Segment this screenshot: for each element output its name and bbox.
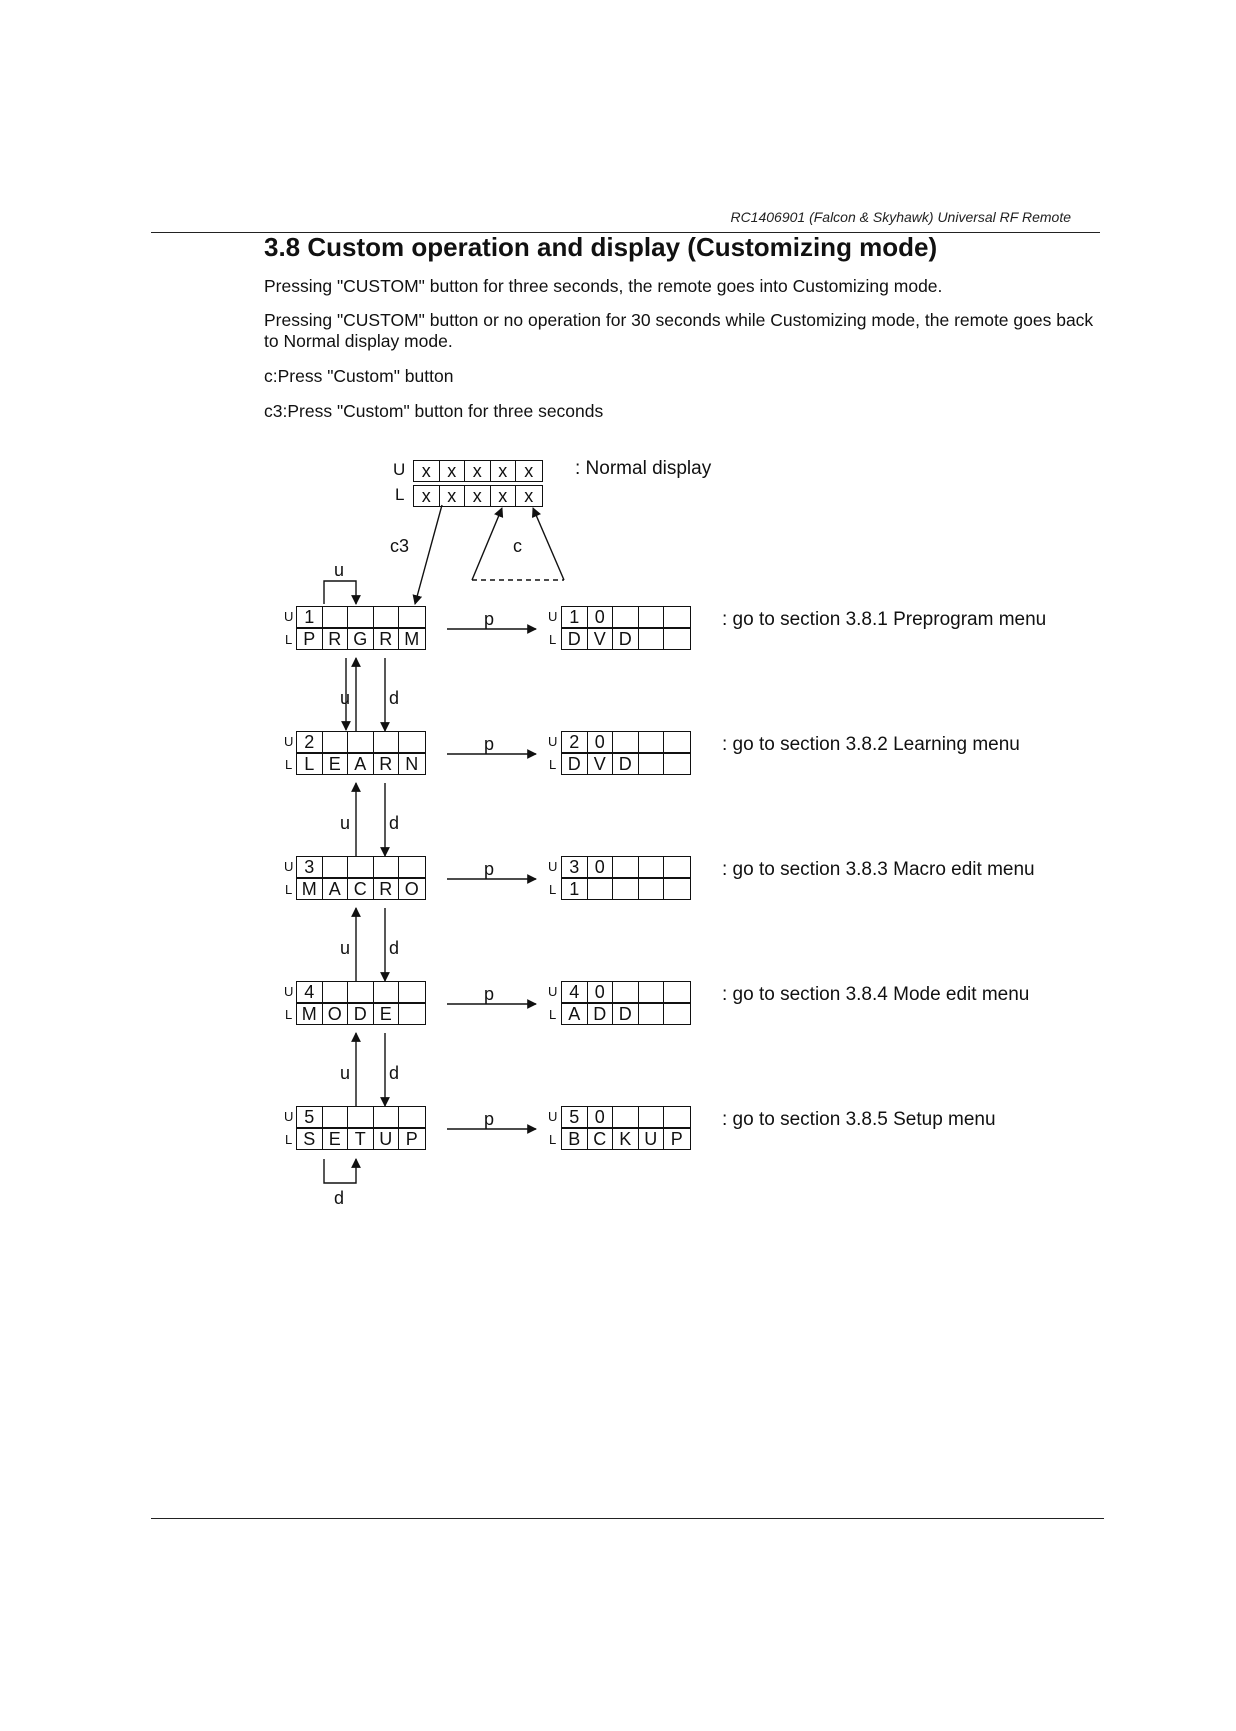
lcd-cell: D xyxy=(613,629,639,649)
menu-1-lower-display xyxy=(296,628,426,650)
label-p-3: p xyxy=(484,859,495,879)
submenu-1-upper-display xyxy=(561,606,691,628)
normal-upper-row-label: U xyxy=(393,460,406,479)
lcd-cell: P xyxy=(297,629,323,649)
lcd-cell: x xyxy=(524,486,534,506)
lcd-cell: R xyxy=(374,629,400,649)
lcd-cell: T xyxy=(348,1129,374,1149)
label-p-2: p xyxy=(484,734,495,754)
menu-5-lower-row-label: L xyxy=(285,1132,293,1147)
label-u-2: u xyxy=(340,813,351,833)
submenu-1-lower-display xyxy=(561,628,691,650)
lcd-cell xyxy=(399,1107,425,1127)
lcd-cell: V xyxy=(588,629,614,649)
lcd-cell xyxy=(664,982,690,1002)
lcd-cell xyxy=(374,857,400,877)
lcd-cell: 4 xyxy=(562,982,588,1002)
lcd-cell xyxy=(639,754,665,774)
lcd-cell xyxy=(323,607,349,627)
menu-3-description: : go to section 3.8.3 Macro edit menu xyxy=(722,859,1035,880)
footer-rule xyxy=(151,1518,1104,1519)
submenu-4-upper-display xyxy=(561,981,691,1003)
arrow-c-left xyxy=(472,508,502,580)
label-u-1: u xyxy=(340,688,351,708)
submenu-4-lower-row-label: L xyxy=(549,1007,557,1022)
lcd-cell: 0 xyxy=(588,607,614,627)
header-doc-id: RC1406901 (Falcon & Skyhawk) Universal RF Remote xyxy=(730,209,1071,225)
submenu-3-upper-row-label: U xyxy=(548,859,558,874)
lcd-cell: M xyxy=(297,879,323,899)
lcd-cell xyxy=(639,879,665,899)
lcd-cell: 0 xyxy=(588,857,614,877)
submenu-1-upper-row-label: U xyxy=(548,609,558,624)
lcd-cell: D xyxy=(348,1004,374,1024)
lcd-cell: D xyxy=(562,754,588,774)
menu-4-lower-display xyxy=(296,1003,426,1025)
lcd-cell: x xyxy=(414,461,440,481)
lcd-cell xyxy=(639,732,665,752)
lcd-cell xyxy=(613,732,639,752)
lcd-cell: x xyxy=(491,486,517,506)
lcd-cell: 4 xyxy=(297,982,323,1002)
submenu-5-upper-row-label: U xyxy=(548,1109,558,1124)
menu-3-lower-display xyxy=(296,878,426,900)
lcd-cell xyxy=(613,857,639,877)
lcd-cell: x xyxy=(491,461,517,481)
label-p-1: p xyxy=(484,609,495,629)
normal-display-caption: : Normal display xyxy=(575,458,712,479)
menu-2-description: : go to section 3.8.2 Learning menu xyxy=(722,734,1020,755)
normal-lower-row-label: L xyxy=(395,485,405,504)
menu-5-lower-display xyxy=(296,1128,426,1150)
lcd-cell: B xyxy=(562,1129,588,1149)
lcd-cell xyxy=(399,982,425,1002)
label-u-4: u xyxy=(340,1063,351,1083)
submenu-3-upper-display xyxy=(561,856,691,878)
menu-5-description: : go to section 3.8.5 Setup menu xyxy=(722,1109,996,1130)
lcd-cell xyxy=(639,857,665,877)
lcd-cell: 2 xyxy=(297,732,323,752)
lcd-cell: S xyxy=(297,1129,323,1149)
lcd-cell xyxy=(374,982,400,1002)
lcd-cell: D xyxy=(562,629,588,649)
lcd-cell: C xyxy=(588,1129,614,1149)
lcd-cell: E xyxy=(323,1129,349,1149)
lcd-cell: 2 xyxy=(562,732,588,752)
lcd-cell xyxy=(588,879,614,899)
lcd-cell: x xyxy=(440,461,466,481)
submenu-1-lower-row-label: L xyxy=(549,632,557,647)
lcd-cell xyxy=(323,857,349,877)
lcd-cell: C xyxy=(348,879,374,899)
menu-5-upper-row-label: U xyxy=(284,1109,294,1124)
lcd-cell: A xyxy=(323,879,349,899)
submenu-2-lower-row-label: L xyxy=(549,757,557,772)
lcd-cell: M xyxy=(297,1004,323,1024)
lcd-cell: D xyxy=(613,754,639,774)
submenu-2-upper-row-label: U xyxy=(548,734,558,749)
lcd-cell: G xyxy=(348,629,374,649)
lcd-cell xyxy=(664,1107,690,1127)
lcd-cell xyxy=(348,1107,374,1127)
label-u-top: u xyxy=(334,560,345,580)
paragraph-legend-c: c:Press "Custom" button xyxy=(264,366,454,386)
menu-3-lower-row-label: L xyxy=(285,882,293,897)
lcd-cell xyxy=(664,879,690,899)
lcd-cell xyxy=(664,732,690,752)
normal-display-lower xyxy=(413,485,543,507)
lcd-cell: P xyxy=(405,1129,418,1149)
normal-display-upper xyxy=(413,460,543,482)
lcd-cell xyxy=(323,732,349,752)
menu-1-upper-display xyxy=(296,606,426,628)
lcd-cell: R xyxy=(374,754,400,774)
lcd-cell: x xyxy=(524,461,534,481)
label-d-4: d xyxy=(389,1063,400,1083)
menu-2-upper-row-label: U xyxy=(284,734,294,749)
lcd-cell: O xyxy=(404,879,419,899)
paragraph-exit-mode: Pressing "CUSTOM" button or no operation for 30 seconds while Customizing mode, the remote goes back to Normal display mode. xyxy=(264,310,1094,351)
lcd-cell: L xyxy=(297,754,323,774)
menu-4-upper-row-label: U xyxy=(284,984,294,999)
lcd-cell: U xyxy=(374,1129,400,1149)
label-c: c xyxy=(513,536,522,556)
submenu-5-lower-display xyxy=(561,1128,691,1150)
lcd-cell xyxy=(639,629,665,649)
label-d-bottom: d xyxy=(334,1188,345,1208)
lcd-cell xyxy=(399,607,425,627)
lcd-cell: 1 xyxy=(562,607,588,627)
menu-1-upper-row-label: U xyxy=(284,609,294,624)
submenu-4-lower-display xyxy=(561,1003,691,1025)
lcd-cell: 3 xyxy=(562,857,588,877)
lcd-cell: x xyxy=(465,486,491,506)
lcd-cell: 0 xyxy=(588,982,614,1002)
lcd-cell xyxy=(664,857,690,877)
lcd-cell xyxy=(664,1004,690,1024)
lcd-cell: 1 xyxy=(562,879,588,899)
lcd-cell xyxy=(323,982,349,1002)
lcd-cell: 5 xyxy=(297,1107,323,1127)
lcd-cell xyxy=(399,857,425,877)
lcd-cell xyxy=(639,982,665,1002)
label-p-5: p xyxy=(484,1109,495,1129)
lcd-cell xyxy=(399,732,425,752)
lcd-cell xyxy=(639,607,665,627)
menu-3-upper-row-label: U xyxy=(284,859,294,874)
lcd-cell: M xyxy=(404,629,420,649)
label-d-3: d xyxy=(389,938,400,958)
lcd-cell xyxy=(664,629,690,649)
lcd-cell: x xyxy=(465,461,491,481)
lcd-cell xyxy=(613,982,639,1002)
lcd-cell xyxy=(374,607,400,627)
label-c3: c3 xyxy=(390,536,410,556)
lcd-cell xyxy=(348,607,374,627)
menu-2-lower-row-label: L xyxy=(285,757,293,772)
lcd-cell xyxy=(639,1004,665,1024)
lcd-cell xyxy=(399,1004,425,1024)
submenu-3-lower-row-label: L xyxy=(549,882,557,897)
loop-d-bottom xyxy=(324,1159,356,1183)
menu-5-upper-display xyxy=(296,1106,426,1128)
lcd-cell: E xyxy=(323,754,349,774)
lcd-cell xyxy=(348,732,374,752)
label-u-3: u xyxy=(340,938,351,958)
lcd-cell: D xyxy=(588,1004,614,1024)
lcd-cell xyxy=(613,1107,639,1127)
lcd-cell xyxy=(664,754,690,774)
lcd-cell: E xyxy=(374,1004,400,1024)
lcd-cell: x xyxy=(414,486,440,506)
submenu-2-lower-display xyxy=(561,753,691,775)
lcd-cell xyxy=(664,607,690,627)
lcd-cell: R xyxy=(374,879,400,899)
lcd-cell: 0 xyxy=(588,1107,614,1127)
menu-1-lower-row-label: L xyxy=(285,632,293,647)
lcd-cell xyxy=(374,732,400,752)
arrow-c3 xyxy=(415,505,442,604)
lcd-cell: U xyxy=(639,1129,665,1149)
lcd-cell xyxy=(613,879,639,899)
label-d-1: d xyxy=(389,688,400,708)
lcd-cell: A xyxy=(562,1004,588,1024)
menu-3-upper-display xyxy=(296,856,426,878)
lcd-cell: 1 xyxy=(297,607,323,627)
submenu-2-upper-display xyxy=(561,731,691,753)
lcd-cell: P xyxy=(670,1129,683,1149)
lcd-cell xyxy=(348,857,374,877)
loop-u-top xyxy=(324,581,356,604)
lcd-cell: V xyxy=(588,754,614,774)
lcd-cell xyxy=(323,1107,349,1127)
menu-2-upper-display xyxy=(296,731,426,753)
lcd-cell: O xyxy=(323,1004,349,1024)
paragraph-enter-mode: Pressing "CUSTOM" button for three seconds, the remote goes into Customizing mode. xyxy=(264,276,943,296)
submenu-3-lower-display xyxy=(561,878,691,900)
arrow-c-right xyxy=(533,508,564,580)
menu-4-upper-display xyxy=(296,981,426,1003)
lcd-cell: R xyxy=(323,629,349,649)
lcd-cell xyxy=(348,982,374,1002)
lcd-cell xyxy=(374,1107,400,1127)
lcd-cell: 5 xyxy=(562,1107,588,1127)
lcd-cell: K xyxy=(613,1129,639,1149)
lcd-cell: 3 xyxy=(297,857,323,877)
lcd-cell: 0 xyxy=(588,732,614,752)
lcd-cell xyxy=(639,1107,665,1127)
lcd-cell: D xyxy=(613,1004,639,1024)
submenu-5-lower-row-label: L xyxy=(549,1132,557,1147)
lcd-cell: N xyxy=(405,754,419,774)
menu-4-lower-row-label: L xyxy=(285,1007,293,1022)
paragraph-legend-c3: c3:Press "Custom" button for three seconds xyxy=(264,401,604,421)
menu-2-lower-display xyxy=(296,753,426,775)
label-d-2: d xyxy=(389,813,400,833)
lcd-cell: x xyxy=(440,486,466,506)
menu-1-description: : go to section 3.8.1 Preprogram menu xyxy=(722,609,1047,630)
section-title: 3.8 Custom operation and display (Customizing mode) xyxy=(264,232,938,262)
label-p-4: p xyxy=(484,984,495,1004)
lcd-cell: A xyxy=(348,754,374,774)
lcd-cell xyxy=(613,607,639,627)
submenu-5-upper-display xyxy=(561,1106,691,1128)
submenu-4-upper-row-label: U xyxy=(548,984,558,999)
menu-4-description: : go to section 3.8.4 Mode edit menu xyxy=(722,984,1030,1005)
